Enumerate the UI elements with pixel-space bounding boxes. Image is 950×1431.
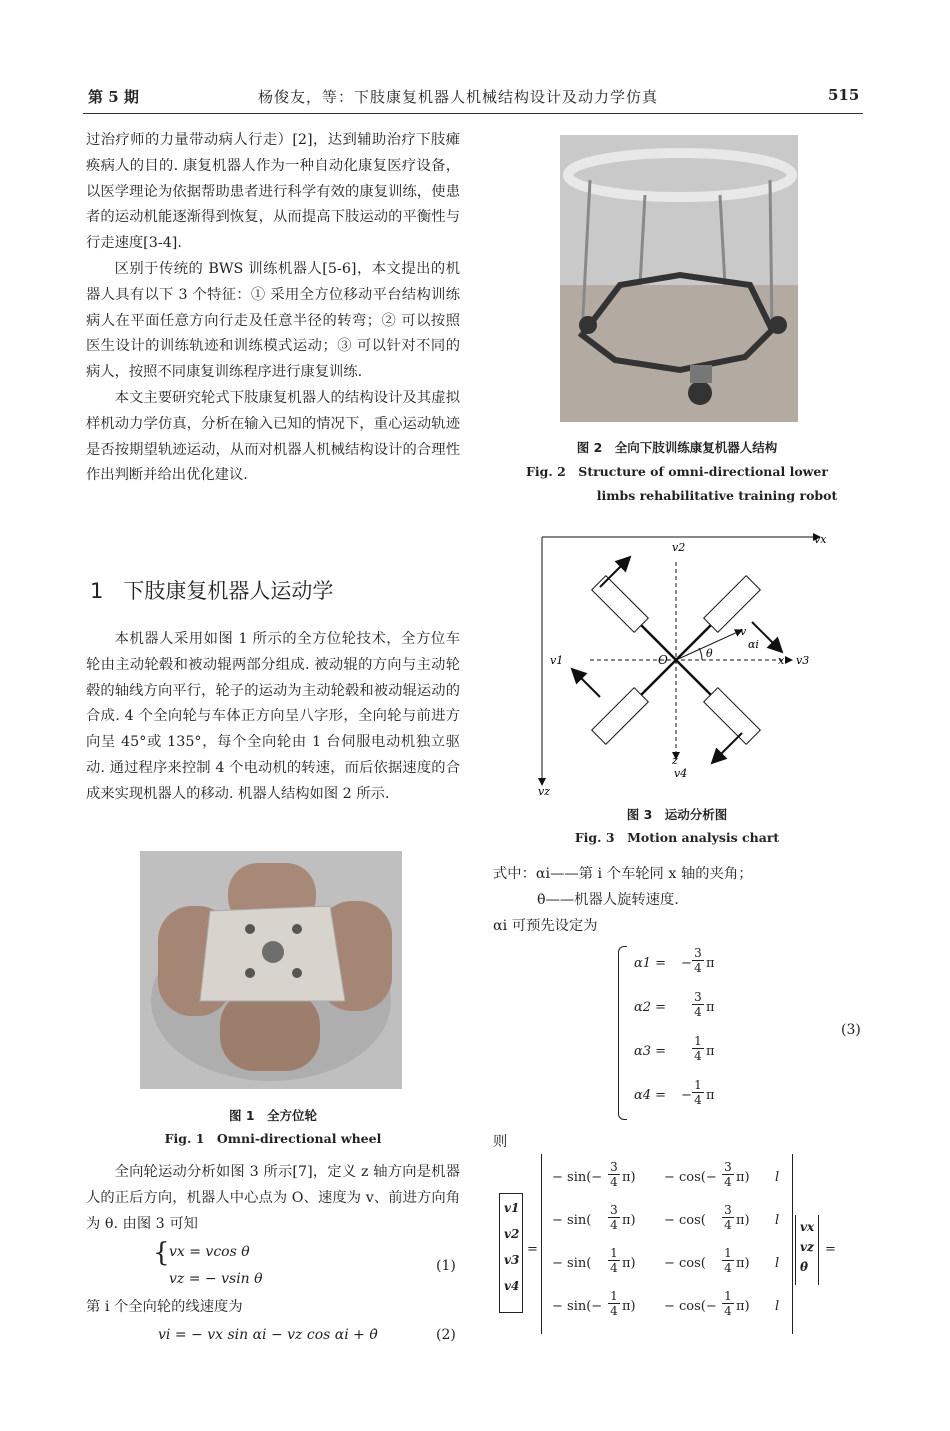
figure-2-photo: [560, 135, 798, 422]
fraction: [722, 1203, 734, 1232]
fraction-denominator: 4: [610, 1304, 618, 1318]
rhs-entry: θ̇: [800, 1260, 809, 1274]
fraction-denominator: 4: [724, 1218, 732, 1232]
eq3-brace: [618, 946, 627, 1120]
alpha-lhs: α4 =: [634, 1088, 667, 1103]
figure-3-caption-en: Fig. 3 Motion analysis chart: [574, 830, 780, 845]
rhs-entry: vx: [800, 1220, 815, 1234]
where-line-3: αi 可预先设定为: [493, 917, 598, 934]
alpha-lhs: α1 =: [634, 956, 667, 971]
figure-1-caption-en: Fig. 1 Omni-directional wheel: [164, 1131, 382, 1146]
fraction-numerator: 3: [692, 990, 704, 1005]
alpha-lhs: α2 =: [634, 1000, 667, 1015]
fraction-denominator: 4: [610, 1261, 618, 1275]
eq2-number: (2): [436, 1327, 456, 1343]
omni-wheel-image: [140, 851, 402, 1089]
fraction-denominator: 4: [610, 1218, 618, 1232]
then-word: 则: [493, 1134, 508, 1150]
alpha-sign: −: [681, 956, 692, 971]
fraction-numerator: 3: [608, 1203, 620, 1218]
figure-2-caption-en-1: Fig. 2 Structure of omni-directional lower: [526, 464, 828, 479]
v-entry: v1: [504, 1201, 520, 1215]
label-vx: vx: [814, 533, 827, 546]
fraction-numerator: 1: [722, 1246, 734, 1261]
left-intro-text: [86, 128, 460, 489]
alpha-lhs: α3 =: [634, 1044, 667, 1059]
eq1-line-b: vz = − vsin θ: [169, 1271, 263, 1287]
matrix-pi: π): [622, 1299, 636, 1314]
fraction: [608, 1160, 620, 1189]
fraction: [608, 1289, 620, 1318]
section-heading: [90, 575, 333, 605]
wheel-4: [704, 688, 761, 745]
label-O: O: [658, 653, 668, 667]
header-title: 杨俊友，等：下肢康复机器人机械结构设计及动力学仿真: [258, 88, 659, 106]
paragraph-4: 本机器人采用如图 1 所示的全方位轮技术，全方位车轮由主动轮毂和被动辊两部分组成. 被动辊的方向与主动轮毂的轴线方向平行，轮子的运动为主动轮毂和被动辊运动的合成. 4 个全向轮与车体正方向呈八字形，全向轮与前进方向呈 45°或 135°，每个全向轮由 1 台伺服电动机独立驱动. 通过程序来控制 4 个电动机的转速，而后依据速度的合成来实现机器人的移动. 机器人结构如图 2 所示.: [86, 631, 460, 802]
label-v4: v4: [674, 767, 688, 780]
figure-3-diagram: [530, 527, 830, 797]
rhs-entry: vz: [800, 1240, 814, 1254]
label-z: z: [672, 754, 678, 767]
matrix-pi: π): [622, 1170, 636, 1185]
fraction-numerator: 1: [608, 1246, 620, 1261]
label-v2: v2: [672, 541, 686, 554]
v4-arrow: [712, 733, 742, 763]
paragraph-2: 区别于传统的 BWS 训练机器人[5-6]，本文提出的机器人具有以下 3 个特征：① 采用全方位移动平台结构训练病人在平面任意方向行走及任意半径的转弯；② 可以按照医生设计的训练轨迹和训练模式运动；③ 可以针对不同的病人，按照不同康复训练程序进行康复训练.: [86, 260, 460, 381]
alpha-sign: −: [681, 1088, 692, 1103]
matrix-l: l: [775, 1299, 780, 1314]
fraction-numerator: 3: [722, 1203, 734, 1218]
label-alpha: αi: [748, 638, 759, 651]
fraction-numerator: 1: [692, 1034, 704, 1049]
label-vz: vz: [538, 785, 551, 797]
matrix-pi: π): [736, 1170, 750, 1185]
fraction-denominator: 4: [694, 1093, 702, 1107]
fraction-denominator: 4: [610, 1175, 618, 1189]
label-v: v: [740, 625, 747, 638]
wheel-3: [704, 576, 761, 633]
paragraph-5: 全向轮运动分析如图 3 所示[7]，定义 z 轴方向是机器人的正后方向，机器人中心点为 O、速度为 v、前进方向角为 θ. 由图 3 可知: [86, 1164, 460, 1232]
fraction: [722, 1289, 734, 1318]
figure-2-caption-cn: 图 2 全向下肢训练康复机器人结构: [576, 440, 778, 455]
where-line-1: 式中：αi——第 i 个车轮同 x 轴的夹角；: [493, 866, 753, 882]
fraction-numerator: 3: [608, 1160, 620, 1175]
wheel-2: [592, 576, 649, 633]
where-clause: [493, 862, 867, 939]
pi-symbol: π: [706, 956, 715, 971]
matrix-pi: π): [736, 1256, 750, 1271]
matrix-cos: − cos(: [664, 1256, 706, 1271]
linear-velocity-text: [86, 1295, 460, 1321]
figure-2-caption-en-2: limbs rehabilitative training robot: [596, 488, 838, 503]
fraction-numerator: 1: [692, 1078, 704, 1093]
matrix-cos: − cos(: [664, 1213, 706, 1228]
fraction-denominator: 4: [694, 1005, 702, 1019]
fraction-denominator: 4: [724, 1304, 732, 1318]
theta-arc: [699, 648, 702, 660]
v-entry: v2: [504, 1227, 520, 1241]
fraction-denominator: 4: [724, 1261, 732, 1275]
eq3-number: (3): [841, 1022, 861, 1038]
header-page-number: 515: [828, 86, 860, 104]
eq1-brace: {: [153, 1238, 170, 1268]
fraction: [608, 1203, 620, 1232]
fraction-denominator: 4: [724, 1175, 732, 1189]
pi-symbol: π: [706, 1088, 715, 1103]
equals-sign-1: =: [527, 1242, 538, 1257]
fraction: [692, 1078, 704, 1107]
fraction-numerator: 1: [722, 1289, 734, 1304]
header-issue: 第 5 期: [88, 88, 139, 106]
pi-symbol: π: [706, 1000, 715, 1015]
fraction: [608, 1246, 620, 1275]
section-title: 下肢康复机器人运动学: [123, 579, 334, 603]
fraction-denominator: 4: [694, 961, 702, 975]
section-number: 1: [90, 579, 104, 603]
equals-sign-2: =: [825, 1242, 836, 1257]
matrix-sin: − sin(−: [552, 1170, 603, 1185]
fraction: [692, 990, 704, 1019]
matrix-sin: − sin(: [552, 1213, 592, 1228]
v2-arrow: [600, 557, 630, 587]
fraction: [692, 946, 704, 975]
eq2: vi = − vx sin αi − vz cos αi + θ̇: [158, 1327, 378, 1343]
v-entry: v4: [504, 1279, 520, 1293]
label-theta: θ: [706, 647, 713, 660]
pi-symbol: π: [706, 1044, 715, 1059]
paragraph-1: 过治疗师的力量带动病人行走）[2]，达到辅助治疗下肢瘫痪病人的目的. 康复机器人作为一种自动化康复医疗设备，以医学理论为依据帮助患者进行科学有效的康复训练，使患者的运动机能逐渐得到恢复，从而提高下肢运动的平衡性与行走速度[3-4].: [86, 132, 460, 252]
figure-1-photo: [140, 851, 402, 1089]
fraction-numerator: 3: [692, 946, 704, 961]
motion-analysis-text: [86, 1160, 460, 1237]
header-rule: [83, 113, 863, 114]
label-v1: v1: [550, 654, 564, 667]
matrix-pi: π): [622, 1213, 636, 1228]
figure-1-caption-cn: 图 1 全方位轮: [228, 1108, 318, 1123]
matrix-l: l: [775, 1256, 780, 1271]
figure-3-caption-cn: 图 3 运动分析图: [626, 807, 728, 822]
fraction: [722, 1246, 734, 1275]
matrix-sin: − sin(: [552, 1256, 592, 1271]
matrix-cos: − cos(−: [664, 1299, 717, 1314]
section-1-text: [86, 627, 460, 808]
matrix-sin: − sin(−: [552, 1299, 603, 1314]
fraction-denominator: 4: [694, 1049, 702, 1063]
fraction: [722, 1160, 734, 1189]
label-x: x: [778, 654, 785, 667]
matrix-pi: π): [622, 1256, 636, 1271]
paragraph-6: 第 i 个全向轮的线速度为: [86, 1299, 243, 1315]
v-entry: v3: [504, 1253, 520, 1267]
matrix-l: l: [775, 1170, 780, 1185]
label-v3: v3: [796, 654, 810, 667]
matrix-pi: π): [736, 1213, 750, 1228]
paragraph-3: 本文主要研究轮式下肢康复机器人的结构设计及其虚拟样机动力学仿真，分析在输入已知的情况下，重心运动轨迹是否按期望轨迹运动，从而对机器人机械结构设计的合理性作出判断并给出优化建议.: [86, 389, 460, 484]
fraction: [692, 1034, 704, 1063]
matrix-l: l: [775, 1213, 780, 1228]
fraction-numerator: 1: [608, 1289, 620, 1304]
eq1-number: (1): [436, 1258, 456, 1274]
eq1-line-a: vx = vcos θ: [169, 1244, 250, 1260]
where-line-2: θ̇——机器人旋转速度.: [537, 891, 679, 908]
matrix-pi: π): [736, 1299, 750, 1314]
matrix-cos: − cos(−: [664, 1170, 717, 1185]
robot-structure-image: [560, 135, 798, 422]
fraction-numerator: 3: [722, 1160, 734, 1175]
v1-arrow: [572, 669, 600, 697]
